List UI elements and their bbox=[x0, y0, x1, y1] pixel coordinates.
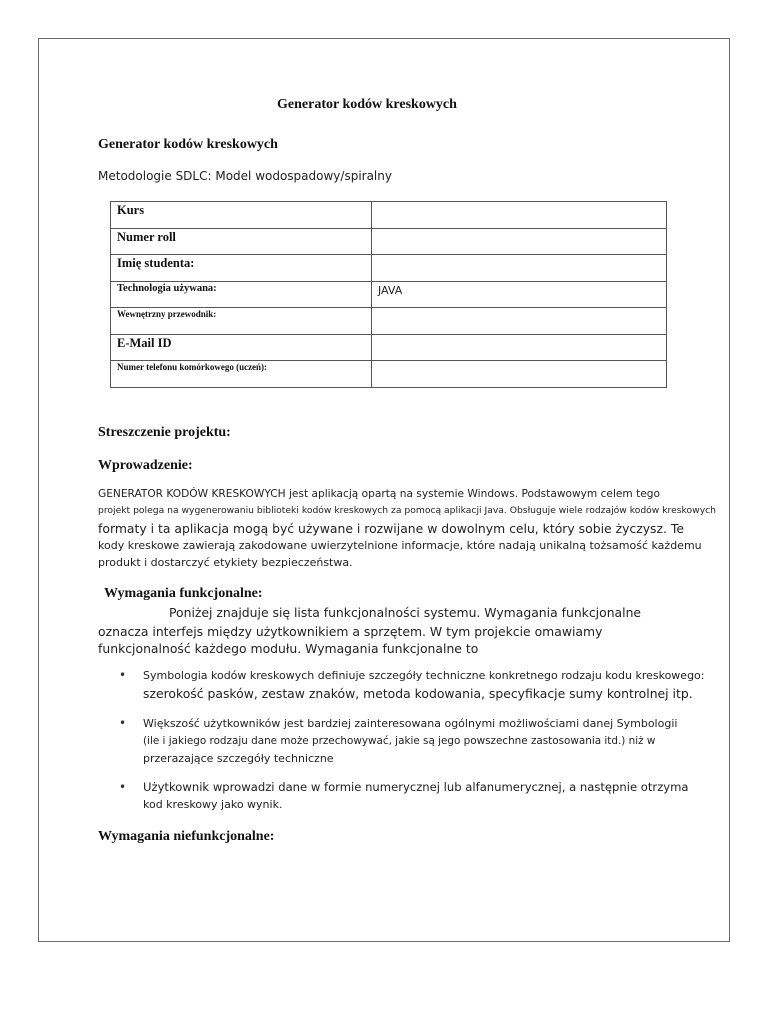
table-row bbox=[111, 361, 667, 388]
bullet-line: Użytkownik wprowadzi dane w formie numerycznej lub alfanumerycznej, a następnie otrzyma bbox=[143, 780, 689, 794]
document-heading: Generator kodów kreskowych bbox=[98, 137, 278, 152]
bullet-line: Symbologia kodów kreskowych definiuje szczegóły techniczne konkretnego rodzaju kodu kreskowego: bbox=[143, 669, 705, 682]
nonfunctional-heading: Wymagania niefunkcjonalne: bbox=[98, 829, 275, 844]
table-label: E-Mail ID bbox=[111, 334, 372, 361]
bullet-line: kod kreskowy jako wynik. bbox=[143, 798, 283, 811]
functional-line: oznacza interfejs między użytkownikiem a sprzętem. W tym projekcie omawiamy bbox=[98, 624, 603, 639]
table-value bbox=[372, 228, 667, 255]
intro-heading: Wprowadzenie: bbox=[98, 458, 193, 473]
functional-line: funkcjonalność każdego modułu. Wymagania funkcjonalne to bbox=[98, 641, 479, 656]
bullet-line: szerokość pasków, zestaw znaków, metoda kodowania, specyfikacje sumy kontrolnej itp. bbox=[143, 686, 693, 701]
table-row bbox=[111, 228, 667, 255]
table-row bbox=[111, 202, 667, 229]
bullet-line: przerazające szczegóły techniczne bbox=[143, 752, 334, 765]
functional-line: Poniżej znajduje się lista funkcjonalności systemu. Wymagania funkcjonalne bbox=[169, 605, 642, 620]
bullet-marker: • bbox=[119, 780, 127, 794]
bullet-marker: • bbox=[119, 716, 127, 730]
intro-line: kody kreskowe zawierają zakodowane uwierzytelnione informacje, które nadają unikalną tożsamość każdemu bbox=[98, 539, 702, 552]
student-info-table bbox=[110, 201, 667, 388]
table-label: Kurs bbox=[111, 202, 372, 229]
table-label: Numer roll bbox=[111, 228, 372, 255]
summary-heading: Streszczenie projektu: bbox=[98, 425, 231, 440]
table-value bbox=[372, 361, 667, 388]
functional-heading: Wymagania funkcjonalne: bbox=[104, 586, 263, 601]
intro-line: projekt polega na wygenerowaniu biblioteki kodów kreskowych za pomocą aplikacji Java. Obsługuje wiele rodzajów kodów kreskowych bbox=[98, 505, 716, 516]
intro-line: GENERATOR KODÓW KRESKOWYCH jest aplikacją opartą na systemie Windows. Podstawowym celem tego bbox=[98, 488, 660, 500]
table-label: Imię studenta: bbox=[111, 255, 372, 282]
table-value: JAVA bbox=[372, 281, 667, 308]
bullet-line: Większość użytkowników jest bardziej zainteresowana ogólnymi możliwościami danej Symbologii bbox=[143, 717, 678, 730]
table-value bbox=[372, 202, 667, 229]
bullet-line: (ile i jakiego rodzaju dane może przechowywać, jakie są jego powszechne zastosowania itd.) niż w bbox=[143, 735, 656, 747]
table-label: Technologia używana: bbox=[111, 281, 372, 308]
table-row bbox=[111, 281, 667, 308]
table-label: Numer telefonu komórkowego (uczeń): bbox=[111, 361, 372, 388]
table-label: Wewnętrzny przewodnik: bbox=[111, 308, 372, 335]
bullet-marker: • bbox=[119, 668, 127, 682]
intro-line: produkt i dostarczyć etykiety bezpieczeństwa. bbox=[98, 556, 353, 569]
document-page bbox=[38, 38, 730, 942]
table-row bbox=[111, 334, 667, 361]
table-value bbox=[372, 334, 667, 361]
document-title: Generator kodów kreskowych bbox=[277, 97, 457, 112]
intro-line: formaty i ta aplikacja mogą być używane i rozwijane w dowolnym celu, który sobie życzysz. Te bbox=[98, 521, 684, 536]
table-value bbox=[372, 308, 667, 335]
table-row bbox=[111, 255, 667, 282]
table-value bbox=[372, 255, 667, 282]
methodology-line: Metodologie SDLC: Model wodospadowy/spiralny bbox=[98, 169, 392, 183]
table-row bbox=[111, 308, 667, 335]
